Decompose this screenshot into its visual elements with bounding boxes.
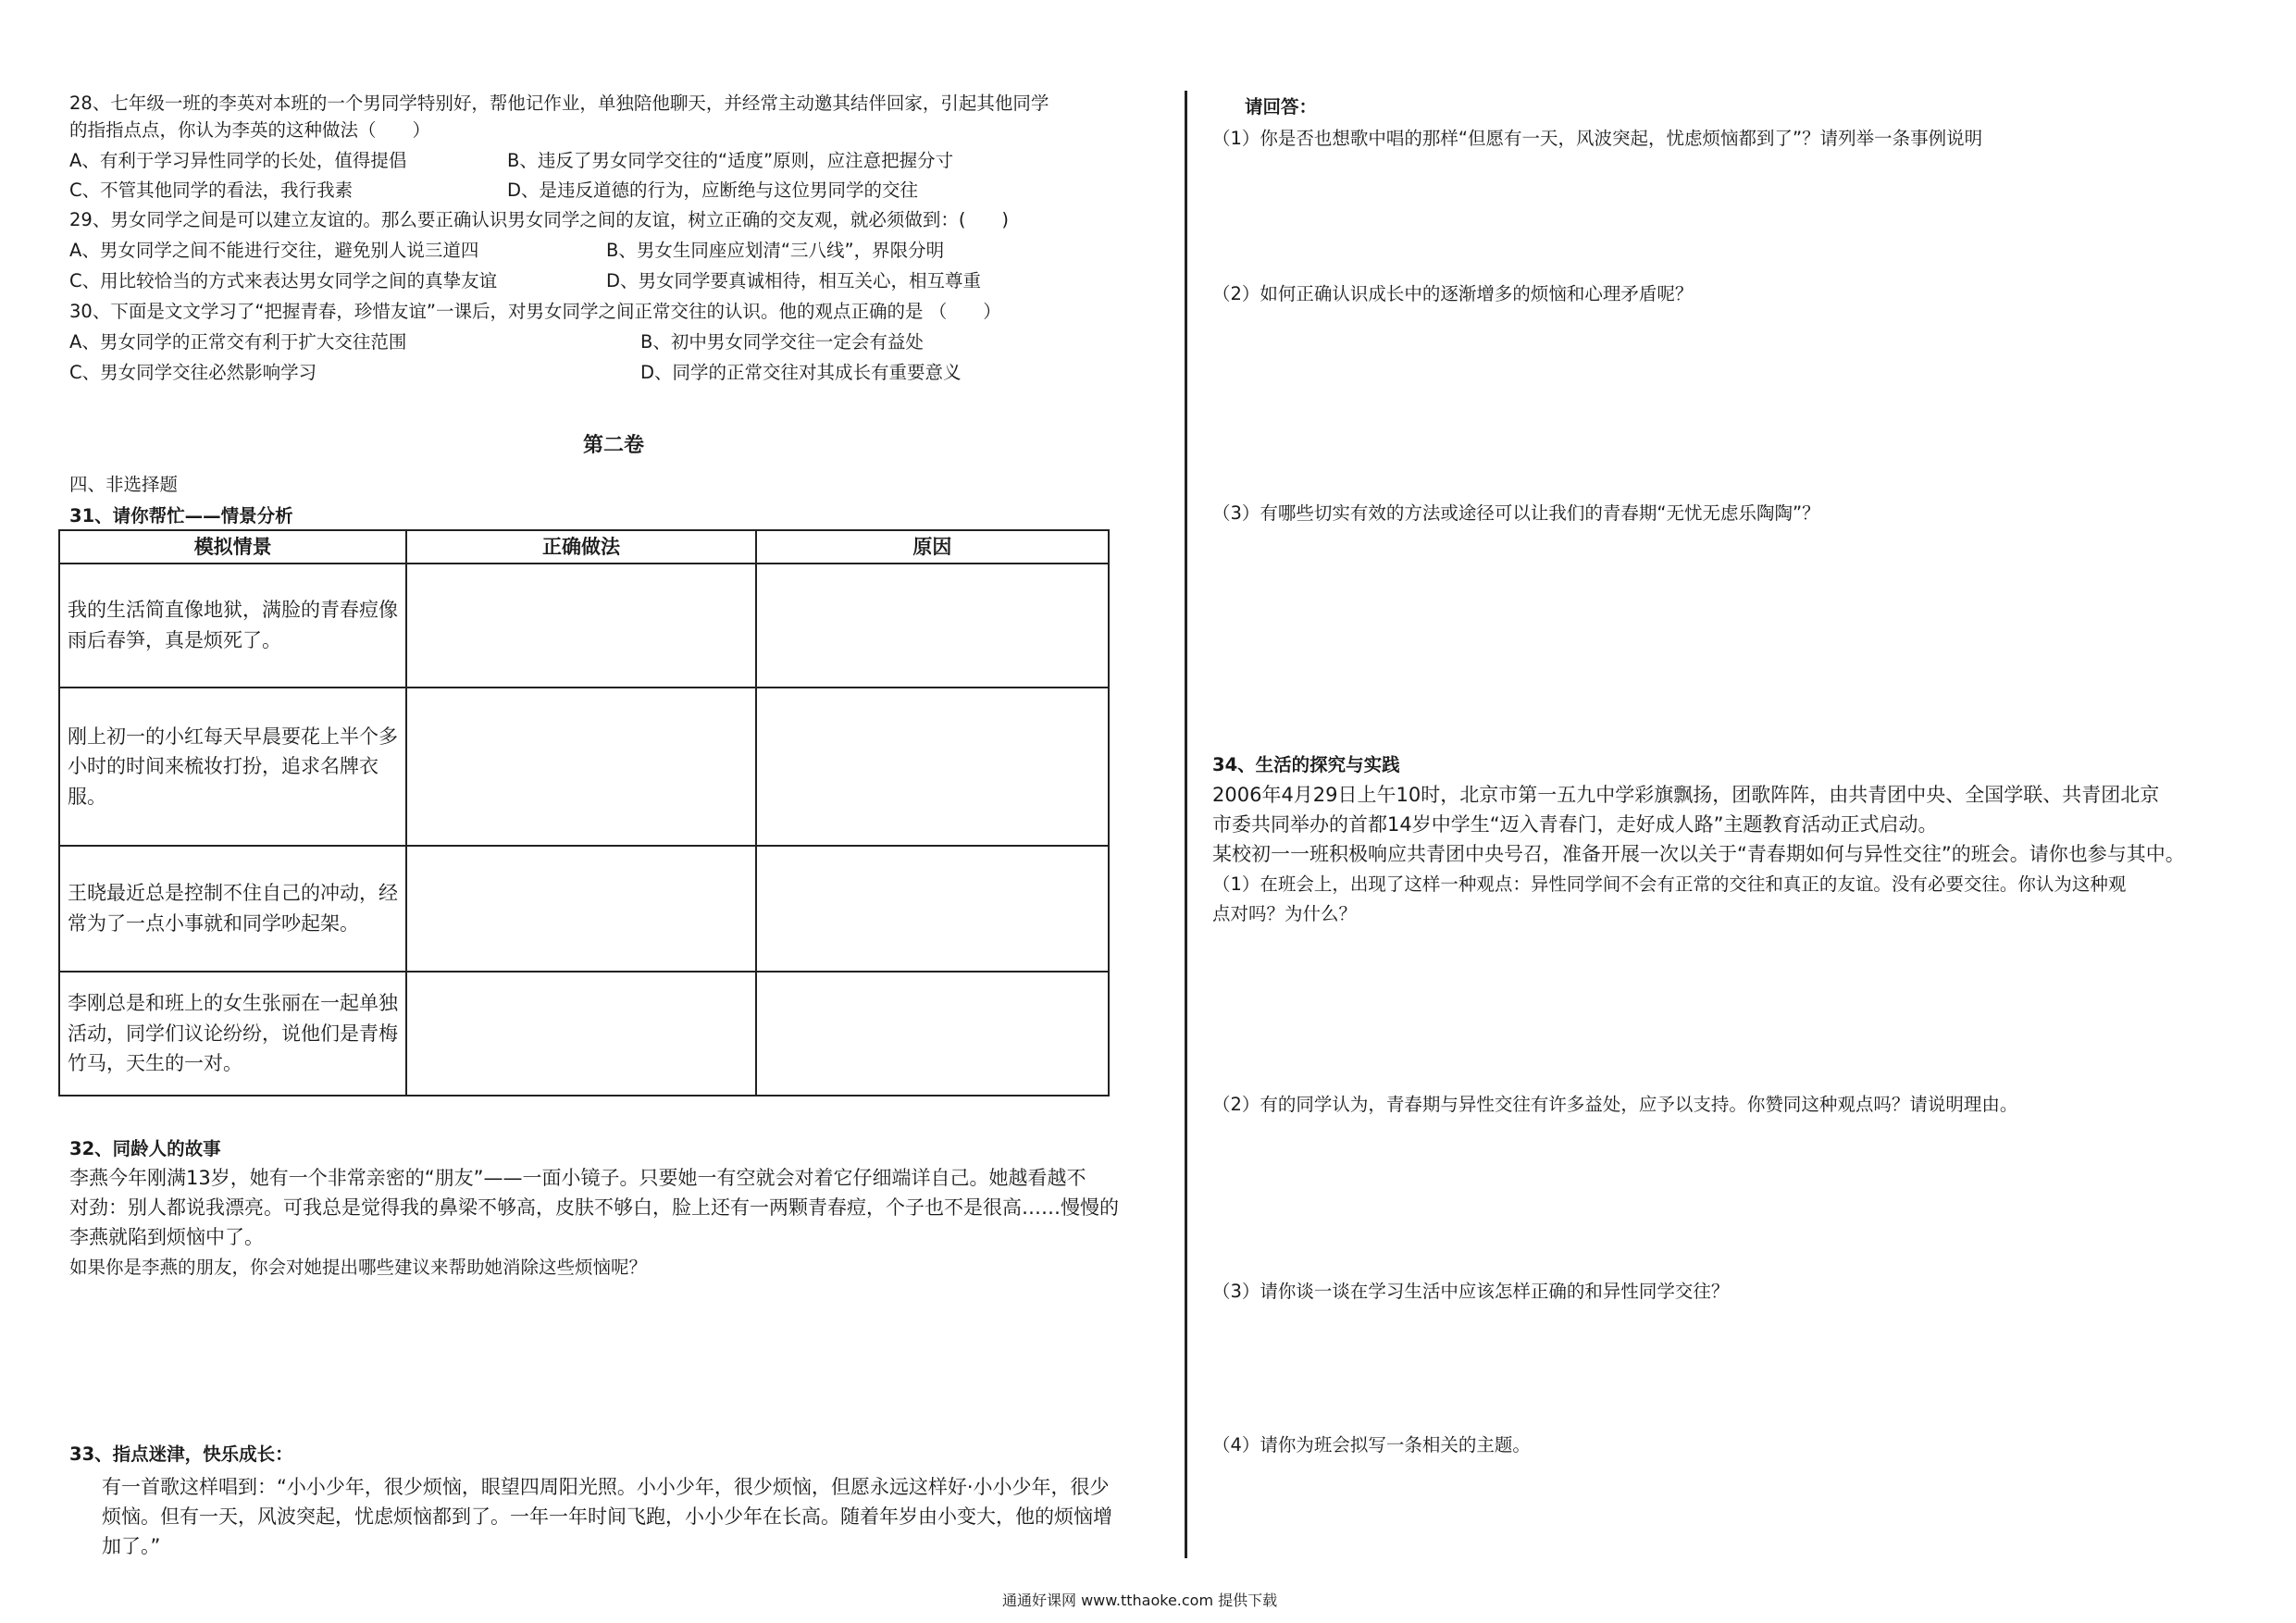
q34-sub-question-4: （4）请你为班会拟写一条相关的主题。	[1212, 1434, 1531, 1456]
q30-stem: 30、下面是文文学习了“把握青春，珍惜友谊”一课后，对男女同学之间正常交往的认识。他的观点正确的是 （ ）	[69, 301, 1001, 322]
q32-title: 32、同龄人的故事	[69, 1138, 221, 1159]
q28-option-c: C、不管其他同学的看法，我行我素	[69, 180, 354, 201]
q34-paragraph-line3: 某校初一一班积极响应共青团中央号召，准备开展一次以关于“青春期如何与异性交往”的班会。请你也参与其中。	[1212, 843, 2185, 865]
q30-option-c: C、男女同学交往必然影响学习	[69, 362, 317, 383]
q30-option-d: D、同学的正常交往对其成长有重要意义	[640, 362, 962, 383]
q31-title: 31、请你帮忙——情景分析	[69, 505, 293, 527]
reason-cell[interactable]	[756, 972, 1109, 1096]
answer-cell[interactable]	[406, 972, 755, 1096]
q28-option-a: A、有利于学习异性同学的长处，值得提倡	[69, 150, 407, 171]
q32-paragraph-line3: 李燕就陷到烦恼中了。	[69, 1226, 264, 1248]
table-row	[59, 846, 1109, 972]
table-row	[59, 564, 1109, 688]
q34-title: 34、生活的探究与实践	[1212, 754, 1400, 775]
q28-stem-line2: 的指指点点，你认为李英的这种做法（ ）	[69, 119, 431, 141]
answer-cell[interactable]	[406, 564, 755, 688]
situation-table	[58, 529, 1110, 1096]
q33-paragraph-line1: 有一首歌这样唱到：“小小少年，很少烦恼，眼望四周阳光照。小小少年，很少烦恼，但愿永远这样好·小小少年，很少	[102, 1476, 1110, 1498]
q29-option-c: C、用比较恰当的方式来表达男女同学之间的真挚友谊	[69, 270, 498, 291]
part-two-title: 第二卷	[583, 434, 645, 457]
header-correct-practice: 正确做法	[406, 530, 755, 564]
reason-cell[interactable]	[756, 846, 1109, 972]
q28-stem-line1: 28、七年级一班的李英对本班的一个男同学特别好，帮他记作业，单独陪他聊天，并经常主动邀其结伴回家，引起其他同学	[69, 93, 1049, 114]
q34-paragraph-line2: 市委共同举办的首都14岁中学生“迈入青春门，走好成人路”主题教育活动正式启动。	[1212, 813, 1938, 836]
q29-option-a: A、男女同学之间不能进行交往，避免别人说三道四	[69, 240, 479, 261]
q34-sub-question-3: （3）请你谈一谈在学习生活中应该怎样正确的和异性同学交往？	[1212, 1281, 1730, 1302]
section-four-heading: 四、非选择题	[69, 474, 179, 495]
scenario-cell: 李刚总是和班上的女生张丽在一起单独活动，同学们议论纷纷，说他们是青梅竹马，天生的一对。	[59, 972, 406, 1096]
q33-paragraph-line3: 加了。”	[102, 1535, 161, 1557]
answer-cell[interactable]	[406, 846, 755, 972]
q34-sub-question-2: （2）有的同学认为，青春期与异性交往有许多益处，应予以支持。你赞同这种观点吗？请说明理由。	[1212, 1094, 2018, 1115]
q33-paragraph-line2: 烦恼。但有一天，风波突起，忧虑烦恼都到了。一年一年时间飞跑，小小少年在长高。随着年岁由小变大，他的烦恼增	[102, 1505, 1112, 1528]
answer-cell[interactable]	[406, 688, 755, 846]
reason-cell[interactable]	[756, 688, 1109, 846]
table-row	[59, 972, 1109, 1096]
q28-option-b: B、违反了男女同学交往的“适度”原则，应注意把握分寸	[507, 150, 954, 171]
scenario-cell: 刚上初一的小红每天早晨要花上半个多小时的时间来梳妆打扮，追求名牌衣服。	[59, 688, 406, 846]
table-row	[59, 688, 1109, 846]
q29-option-d: D、男女同学要真诚相待，相互关心，相互尊重	[606, 270, 982, 291]
scenario-cell: 王晓最近总是控制不住自己的冲动，经常为了一点小事就和同学吵起架。	[59, 846, 406, 972]
reason-cell[interactable]	[756, 564, 1109, 688]
q30-option-b: B、初中男女同学交往一定会有益处	[640, 331, 924, 353]
footer-source: 通通好课网 www.tthaoke.com 提供下载	[1002, 1592, 1278, 1609]
q28-option-d: D、是违反道德的行为，应断绝与这位男同学的交往	[507, 180, 919, 201]
q33-sub-question-1: （1）你是否也想歌中唱的那样“但愿有一天，风波突起，忧虑烦恼都到了”？请列举一条事例说明	[1212, 128, 1983, 149]
q33-sub-question-2: （2）如何正确认识成长中的逐渐增多的烦恼和心理矛盾呢？	[1212, 283, 1694, 304]
q29-option-b: B、男女生同座应划清“三八线”，界限分明	[606, 240, 945, 261]
q32-paragraph-line1: 李燕今年刚满13岁，她有一个非常亲密的“朋友”——一面小镜子。只要她一有空就会对着它仔细端详自己。她越看越不	[69, 1167, 1086, 1189]
q34-sub-question-1-line2: 点对吗？为什么？	[1212, 903, 1358, 924]
q34-paragraph-line1: 2006年4月29日上午10时，北京市第一五九中学彩旗飘扬，团歌阵阵，由共青团中央、全国学联、共青团北京	[1212, 784, 2160, 806]
q30-option-a: A、男女同学的正常交有利于扩大交往范围	[69, 331, 407, 353]
header-reason: 原因	[756, 530, 1109, 564]
q32-question: 如果你是李燕的朋友，你会对她提出哪些建议来帮助她消除这些烦恼呢？	[69, 1257, 648, 1278]
answer-heading: 请回答：	[1245, 96, 1318, 118]
header-scenario: 模拟情景	[59, 530, 406, 564]
q29-stem: 29、男女同学之间是可以建立友谊的。那么要正确认识男女同学之间的友谊，树立正确的交友观，就必须做到：( )	[69, 209, 1010, 230]
q33-title: 33、指点迷津，快乐成长：	[69, 1443, 293, 1465]
q32-paragraph-line2: 对劲：别人都说我漂亮。可我总是觉得我的鼻梁不够高，皮肤不够白，脸上还有一两颗青春痘，个子也不是很高……慢慢的	[69, 1196, 1119, 1219]
column-divider	[1185, 91, 1187, 1558]
q33-sub-question-3: （3）有哪些切实有效的方法或途径可以让我们的青春期“无忧无虑乐陶陶”？	[1212, 502, 1820, 524]
scenario-cell: 我的生活简直像地狱，满脸的青春痘像雨后春笋，真是烦死了。	[59, 564, 406, 688]
table-header-row	[59, 530, 1109, 564]
q34-sub-question-1-line1: （1）在班会上，出现了这样一种观点：异性同学间不会有正常的交往和真正的友谊。没有必要交往。你认为这种观	[1212, 873, 2127, 895]
